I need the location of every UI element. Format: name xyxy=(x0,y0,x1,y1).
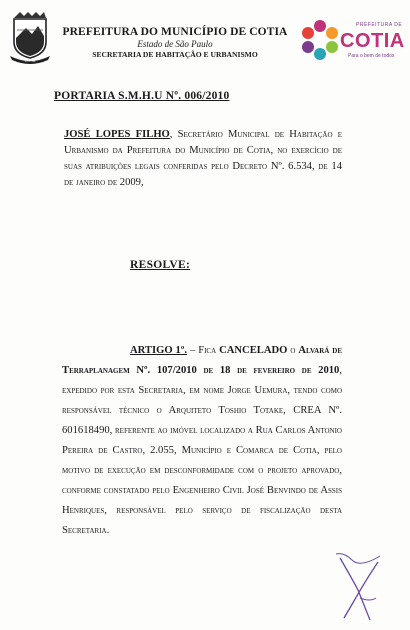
header-state: Estado de São Paulo xyxy=(137,39,213,49)
portaria-title: PORTARIA S.M.H.U Nº. 006/2010 xyxy=(54,90,230,102)
intro-paragraph xyxy=(64,127,342,191)
header-department: SECRETARIA DE HABITAÇÃO E URBANISMO xyxy=(92,50,258,59)
article-part2: o xyxy=(287,345,299,356)
header-text xyxy=(58,26,292,59)
article-bold-alvara: Alvará de Terraplanagem Nº. 107/2010 de 18 de fevereiro de 2010 xyxy=(62,345,342,376)
logo-text: COTIA xyxy=(340,30,405,52)
crest-motto: COTIA xyxy=(24,59,36,63)
header-title: PREFEITURA DO MUNICÍPIO DE COTIA xyxy=(62,26,288,38)
secretary-name: JOSÉ LOPES FILHO xyxy=(64,129,170,140)
article-bold-cancelado: CANCELADO xyxy=(219,345,288,356)
municipal-crest-icon xyxy=(8,10,52,66)
signature-icon xyxy=(330,550,390,625)
article-part3: , expedido por esta Secretaria, em nome Jorge Uemura, tendo como responsável técnico o Arquiteto Toshio Totake, CREA Nº. 601618490, referente ao imóvel localizado a Rua Carlos Antonio Pereira de Castro, 2.055, Município e Comarca de Cotia, pelo motivo de execução em desconformidade com o projeto aprovado, conforme constatado pelo Engenheiro Civil José Benvindo de Assis Henriques, responsável pelo serviço de fiscalização desta Secretaria. xyxy=(62,365,342,536)
intro-text: , Secretário Municipal de Habitação e Urbanismo da Prefeitura do Município de Cotia, no exercício de suas atribuições legais conferidas pelo Decreto Nº. 6.534, de 14 de janeiro de 2009, xyxy=(64,129,342,188)
resolve-heading: RESOLVE: xyxy=(130,259,191,271)
article-part1: – Fica xyxy=(187,345,220,356)
logo-top-text: PREFEITURA DE xyxy=(356,22,403,28)
article-paragraph xyxy=(62,341,342,541)
article-lead: ARTIGO 1º. xyxy=(130,345,187,356)
logo-tagline: Para o bem de todos xyxy=(348,53,395,59)
